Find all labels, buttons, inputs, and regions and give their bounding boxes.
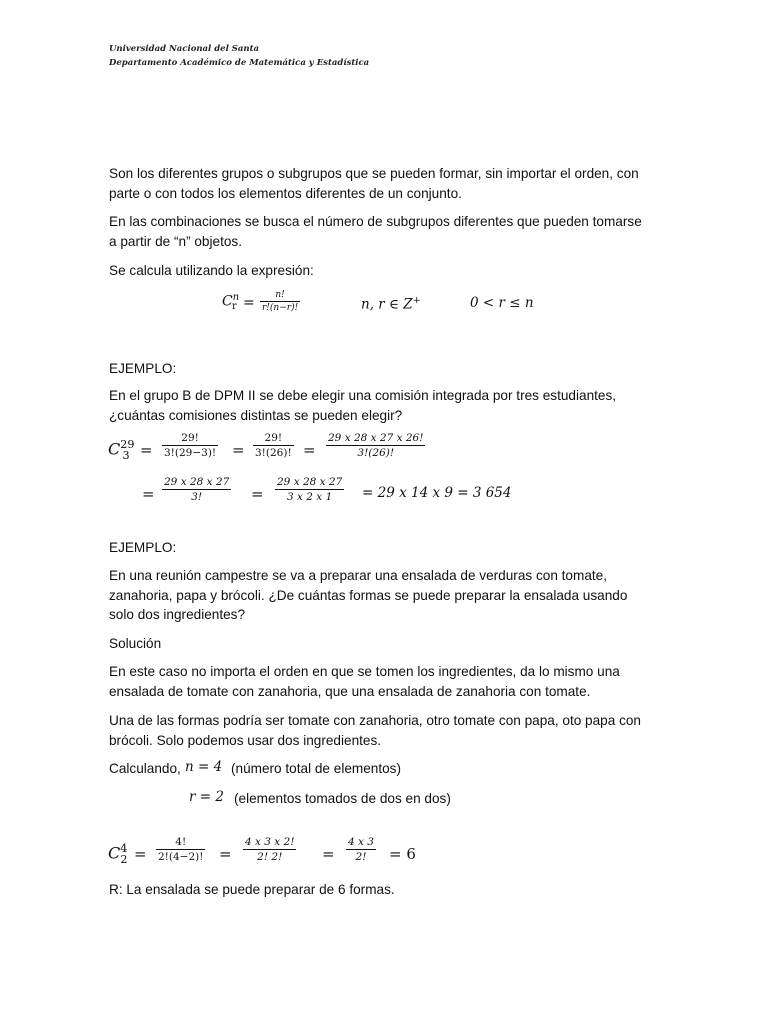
example-1-equals-1: =	[140, 441, 153, 459]
example-1-result: = 29 x 14 x 9 = 3 654	[362, 485, 512, 501]
intro-paragraph-2: En las combinaciones se busca el número de subgrupos diferentes que pueden tomarse a partir de “n” objetos.	[109, 214, 642, 249]
formula-condition-1: n, r ∈ Z+	[361, 295, 421, 313]
n-note: (número total de elementos)	[231, 761, 402, 776]
example-2-equals-1: =	[134, 845, 147, 863]
formula-combination-symbol: $C^n_r$	[222, 292, 240, 313]
intro-paragraph-1: Son los diferentes grupos o subgrupos que se pueden formar, sin importar el orden, con parte o con todos los elementos diferentes de un conjunto.	[109, 166, 639, 201]
formula-condition-2: 0 < r ≤ n	[470, 295, 534, 311]
example-2-title: EJEMPLO:	[109, 540, 177, 555]
solution-paragraph-2: Una de las formas podría ser tomate con zanahoria, otro tomate con papa, oto papa con brócoli. Solo podemos usar dos ingredientes.	[109, 713, 641, 748]
formula-equals: =	[243, 295, 255, 311]
header-university: Universidad Nacional del Santa	[109, 44, 260, 54]
example-2-equals-2: =	[219, 845, 232, 863]
example-1-equals-2: =	[232, 441, 245, 459]
example-1-fraction-4: 29 x 28 x 27 3!	[164, 476, 230, 503]
example-2-result: = 6	[389, 845, 416, 863]
example-2-equals-3: =	[322, 845, 335, 863]
example-2-combination-symbol: $C^4_2$	[108, 842, 128, 866]
example-2-fraction-3: 4 x 3 2!	[348, 836, 374, 863]
calc-label: Calculando,	[109, 761, 181, 776]
example-1-equals-5: =	[251, 485, 264, 503]
example-1-fraction-2: 29! 3!(26)!	[255, 432, 292, 459]
r-expression: r = 2	[189, 789, 224, 805]
intro-paragraph-3: Se calcula utilizando la expresión:	[109, 263, 314, 278]
example-1-fraction-1: 29! 3!(29−3)!	[164, 432, 217, 459]
example-1-equals-4: =	[142, 485, 155, 503]
example-2-text: En una reunión campestre se va a preparar una ensalada de verduras con tomate, zanahoria, papa y brócoli. ¿De cuántas formas se puede preparar la ensalada usando solo dos ingredientes?	[109, 568, 628, 622]
answer-text: R: La ensalada se puede preparar de 6 formas.	[109, 882, 395, 897]
header-department: Departamento Académico de Matemática y Estadística	[109, 58, 370, 68]
solution-label: Solución	[109, 636, 162, 651]
solution-paragraph-1: En este caso no importa el orden en que se tomen los ingredientes, da lo mismo una ensalada de tomate con zanahoria, que una ensalada de zanahoria con tomate.	[109, 664, 620, 699]
example-1-fraction-3: 29 x 28 x 27 x 26! 3!(26)!	[328, 432, 424, 459]
formula-fraction: n! r!(n−r)!	[262, 290, 299, 313]
example-1-title: EJEMPLO:	[109, 361, 177, 376]
example-1-text: En el grupo B de DPM II se debe elegir una comisión integrada por tres estudiantes, ¿cuántas comisiones distintas se pueden elegir?	[109, 388, 617, 423]
r-note: (elementos tomados de dos en dos)	[234, 791, 451, 806]
example-2-fraction-2: 4 x 3 x 2! 2! 2!	[245, 836, 295, 863]
example-1-combination-symbol: $C^{29}_3$	[108, 438, 135, 462]
example-1-fraction-5: 29 x 28 x 27 3 x 2 x 1	[277, 476, 343, 503]
example-1-equals-3: =	[303, 441, 316, 459]
n-expression: n = 4	[185, 759, 223, 775]
example-2-fraction-1: 4! 2!(4−2)!	[158, 836, 204, 863]
